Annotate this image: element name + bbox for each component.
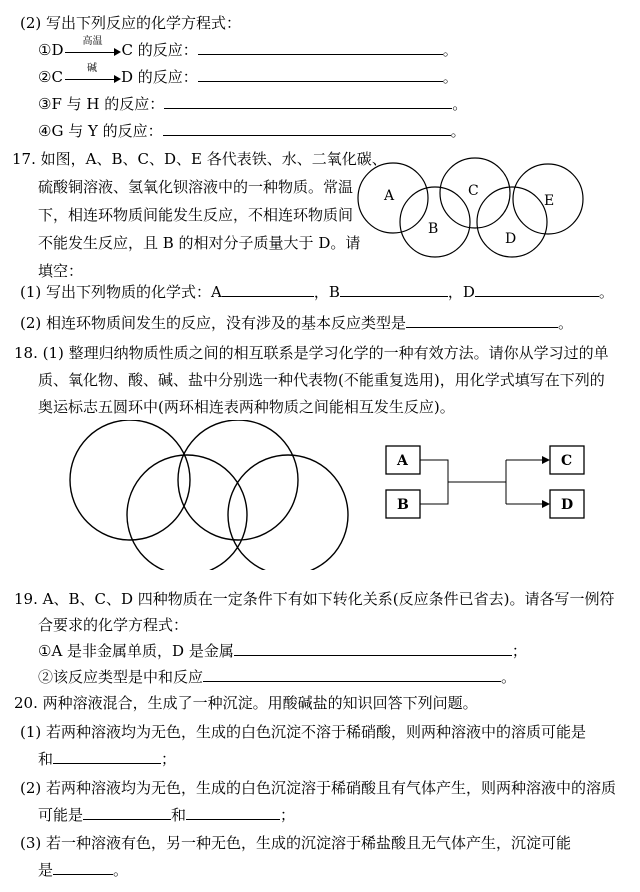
reaction-3-label: ③F 与 H 的反应： [38,95,165,113]
q16-reaction-4 [38,121,466,141]
q20-part1-and: 和 [38,750,54,768]
answer-blank[interactable] [198,67,443,82]
q17-line2: 硫酸铜溶液、氢氧化钡溶液中的一种物质。常温 [38,178,354,196]
q16-reaction-2 [38,63,458,87]
q19-line2: 合要求的化学方程式： [38,616,189,634]
answer-blank-a[interactable] [222,282,314,297]
reaction-1-suffix: C 的反应： [121,41,198,59]
olympic-ring-1 [70,420,190,540]
q17-part1-b-label: ，B [313,283,340,301]
q17-part1-label: (1) 写出下列物质的化学式：A [20,283,222,301]
q18-line2: 质、氧化物、酸、碱、盐中分别选一种代表物(不能重复选用)，用化学式填写在下列的 [38,371,605,389]
q19-case1-end: ； [511,642,527,660]
q16-reaction-1 [38,36,458,60]
q20-part2-end: ； [280,806,296,824]
q20-part2-line2 [38,805,295,825]
olympic-ring-5-wrap [270,420,370,550]
box-label-d: D [561,497,574,513]
q20-part1-line2 [38,749,176,769]
answer-blank[interactable] [163,121,451,136]
box-label-a: A [397,453,408,469]
ring-label-b: B [428,221,439,237]
arrow-condition: 高温 [82,36,103,47]
reaction-1-prefix: ①D [38,41,64,59]
arrow-icon [63,36,121,60]
answer-blank[interactable] [53,749,161,764]
conversion-diagram [380,440,590,530]
answer-blank[interactable] [53,860,113,875]
q20-part1-line1: (1) 若两种溶液均为无色，生成的白色沉淀不溶于稀硝酸，则两种溶液中的溶质可能是 [20,723,587,741]
ring-label-a: A [384,188,395,204]
arrow-condition: 碱 [86,63,97,74]
q19-case2-label: ②该反应类型是中和反应 [38,668,204,686]
ring-label-e: E [544,193,555,209]
answer-blank-1[interactable] [83,805,171,820]
q17-part1-d-label: ，D [447,283,475,301]
answer-blank[interactable] [406,313,558,328]
answer-blank[interactable] [234,641,512,656]
q18-line1: 18. (1) 整理归纳物质性质之间的相互联系是学习化学的一种有效方法。请你从学习过的单 [14,344,609,362]
box-label-c: C [561,453,573,469]
q16-intro: (2) 写出下列反应的化学方程式： [20,14,242,32]
q19-case1-label: ①A 是非金属单质，D 是金属 [38,642,234,660]
answer-blank[interactable] [198,40,443,55]
q19-line1: 19. A、B、C、D 四种物质在一定条件下有如下转化关系(反应条件已省去)。请各写一例符 [14,590,615,608]
reaction-2-end: 。 [442,68,458,86]
answer-blank[interactable] [164,94,452,109]
q20-part2-and: 和 [171,806,187,824]
box-label-b: B [397,497,409,513]
q20-line1: 20. 两种溶液混合，生成了一种沉淀。用酸碱盐的知识回答下列问题。 [14,694,478,712]
reaction-2-prefix: ②C [38,68,63,86]
q18-line3: 奥运标志五圆环中(两环相连表两种物质之间能相互发生反应)。 [38,398,455,416]
answer-blank-d[interactable] [475,282,599,297]
ring-label-d: D [505,231,517,247]
q20-part3-label: 是 [38,861,54,879]
q20-part3-end: 。 [113,861,129,879]
q17-line1: 17. 如图，A、B、C、D、E 各代表铁、水、二氧化碳、 [12,150,387,168]
reaction-3-end: 。 [452,95,468,113]
q20-part2-line1: (2) 若两种溶液均为无色，生成的白色沉淀溶于稀硝酸且有气体产生，则两种溶液中的溶质 [20,779,617,797]
q17-ring-diagram [350,150,590,265]
reaction-4-end: 。 [450,122,466,140]
q20-part1-end: ； [161,750,177,768]
answer-blank-b[interactable] [340,282,448,297]
q19-case2-end: 。 [501,668,517,686]
reaction-2-suffix: D 的反应： [120,68,198,86]
q17-line3: 下，相连环物质间能发生反应，不相连环物质间 [38,206,354,224]
q20-part3-line2 [38,860,128,880]
answer-blank[interactable] [203,667,501,682]
q17-line4: 不能发生反应，且 B 的相对分子质量大于 D。请 [38,234,361,252]
q17-line5: 填空： [38,262,84,280]
q19-case1 [38,641,527,661]
q16-reaction-3 [38,94,467,114]
q17-part2-end: 。 [558,314,574,332]
q17-part2 [20,313,573,333]
q20-part2-label: 可能是 [38,806,84,824]
arrow-icon [63,63,121,87]
answer-blank-2[interactable] [186,805,280,820]
q17-part1-end: 。 [598,283,614,301]
q17-part1 [20,282,614,302]
ring-label-c: C [468,183,479,199]
q20-part3-line1: (3) 若一种溶液有色，另一种无色，生成的沉淀溶于稀盐酸且无气体产生，沉淀可能 [20,834,572,852]
q19-case2 [38,667,516,687]
reaction-1-end: 。 [442,41,458,59]
q17-part2-label: (2) 相连环物质间发生的反应，没有涉及的基本反应类型是 [20,314,407,332]
reaction-4-label: ④G 与 Y 的反应： [38,122,163,140]
